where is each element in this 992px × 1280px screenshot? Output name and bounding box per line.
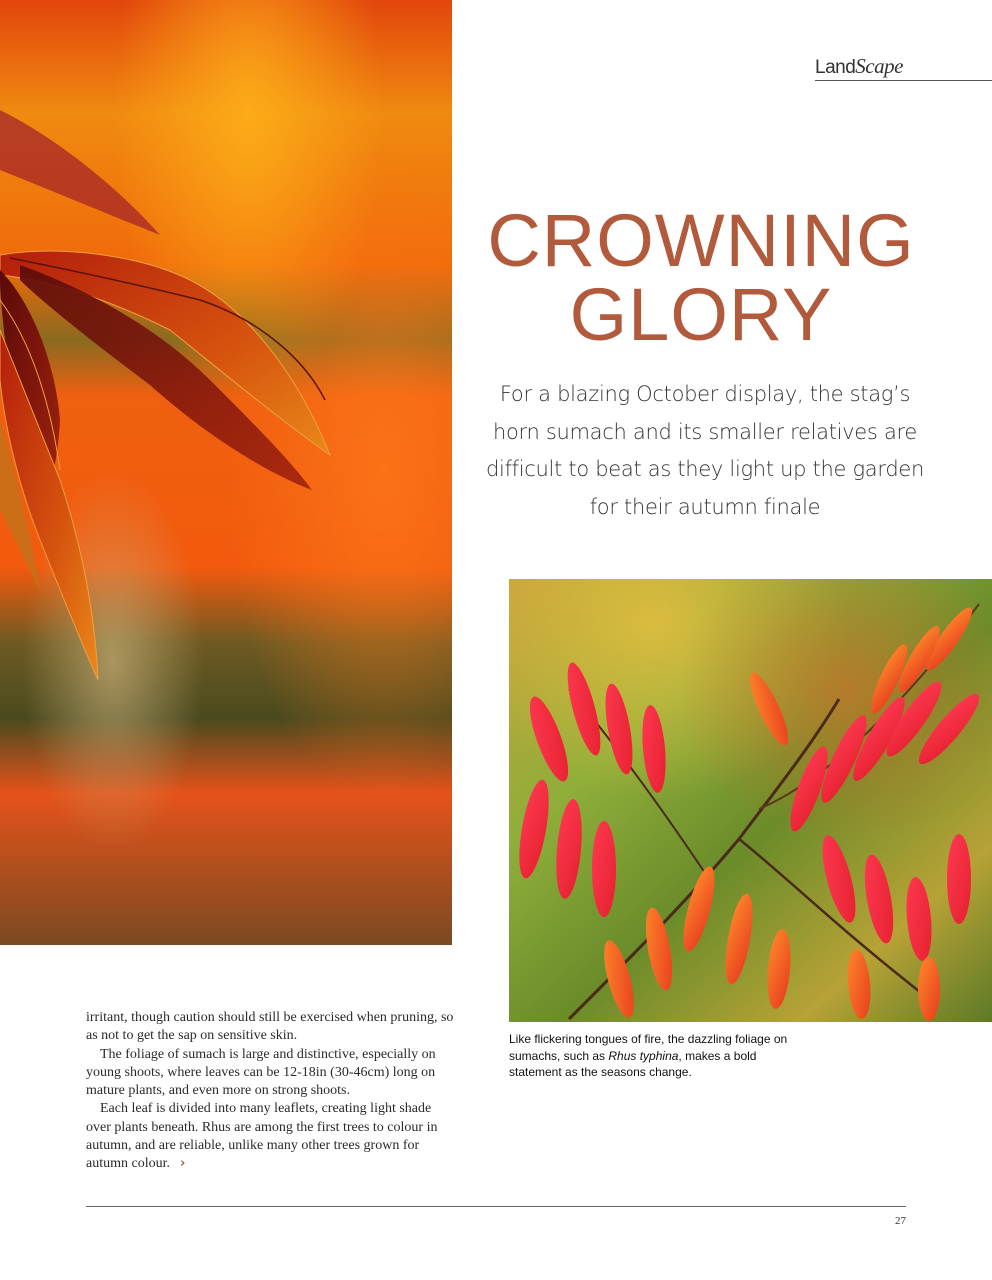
body-paragraph-3: [86, 1100, 454, 1173]
page-number: 27: [895, 1215, 906, 1227]
magazine-logo: [815, 54, 903, 79]
headline-line2: GLORY: [569, 273, 833, 356]
article-headline: [470, 199, 932, 356]
logo-part2: Scape: [855, 54, 903, 78]
body-text: [86, 1009, 454, 1174]
logo-part1: Land: [815, 57, 856, 78]
continue-arrow-icon: ›: [180, 1156, 186, 1172]
body-paragraph-2: The foliage of sumach is large and distinctive, especially on young shoots, where leaves can be 12-18in (30-46cm) long on mature plants, and even more on strong shoots.: [86, 1046, 436, 1099]
body-paragraph-3-text: Each leaf is divided into many leaflets, creating light shade over plants beneath. Rhus are among the first trees to colour in autumn, and are reliable, unlike many other trees grown for autumn colour.: [86, 1101, 438, 1172]
caption-text: Like flickering tongues of fire, the dazzling foliage on sumachs, such as: [509, 1032, 788, 1063]
sumach-foliage-photo: [509, 579, 992, 1022]
body-paragraph-1: irritant, though caution should still be exercised when pruning, so as not to get the sap on sensitive skin.: [86, 1010, 454, 1044]
headline-line1: CROWNING: [487, 199, 915, 282]
caption-species: Rhus typhina: [608, 1048, 679, 1063]
footer-rule: [86, 1206, 906, 1207]
caption-text-end: , makes a bold statement as the seasons change.: [509, 1048, 757, 1079]
standfirst: For a blazing October display, the stag’s horn sumach and its smaller relatives are difficult to beat as they light up the garden for their autumn finale: [486, 382, 924, 519]
rhus-typhina-image: [509, 579, 992, 1022]
sumach-leaves-image: [0, 0, 452, 945]
photo-caption: [509, 1031, 809, 1081]
masthead: [815, 56, 992, 81]
hero-photo: [0, 0, 452, 945]
